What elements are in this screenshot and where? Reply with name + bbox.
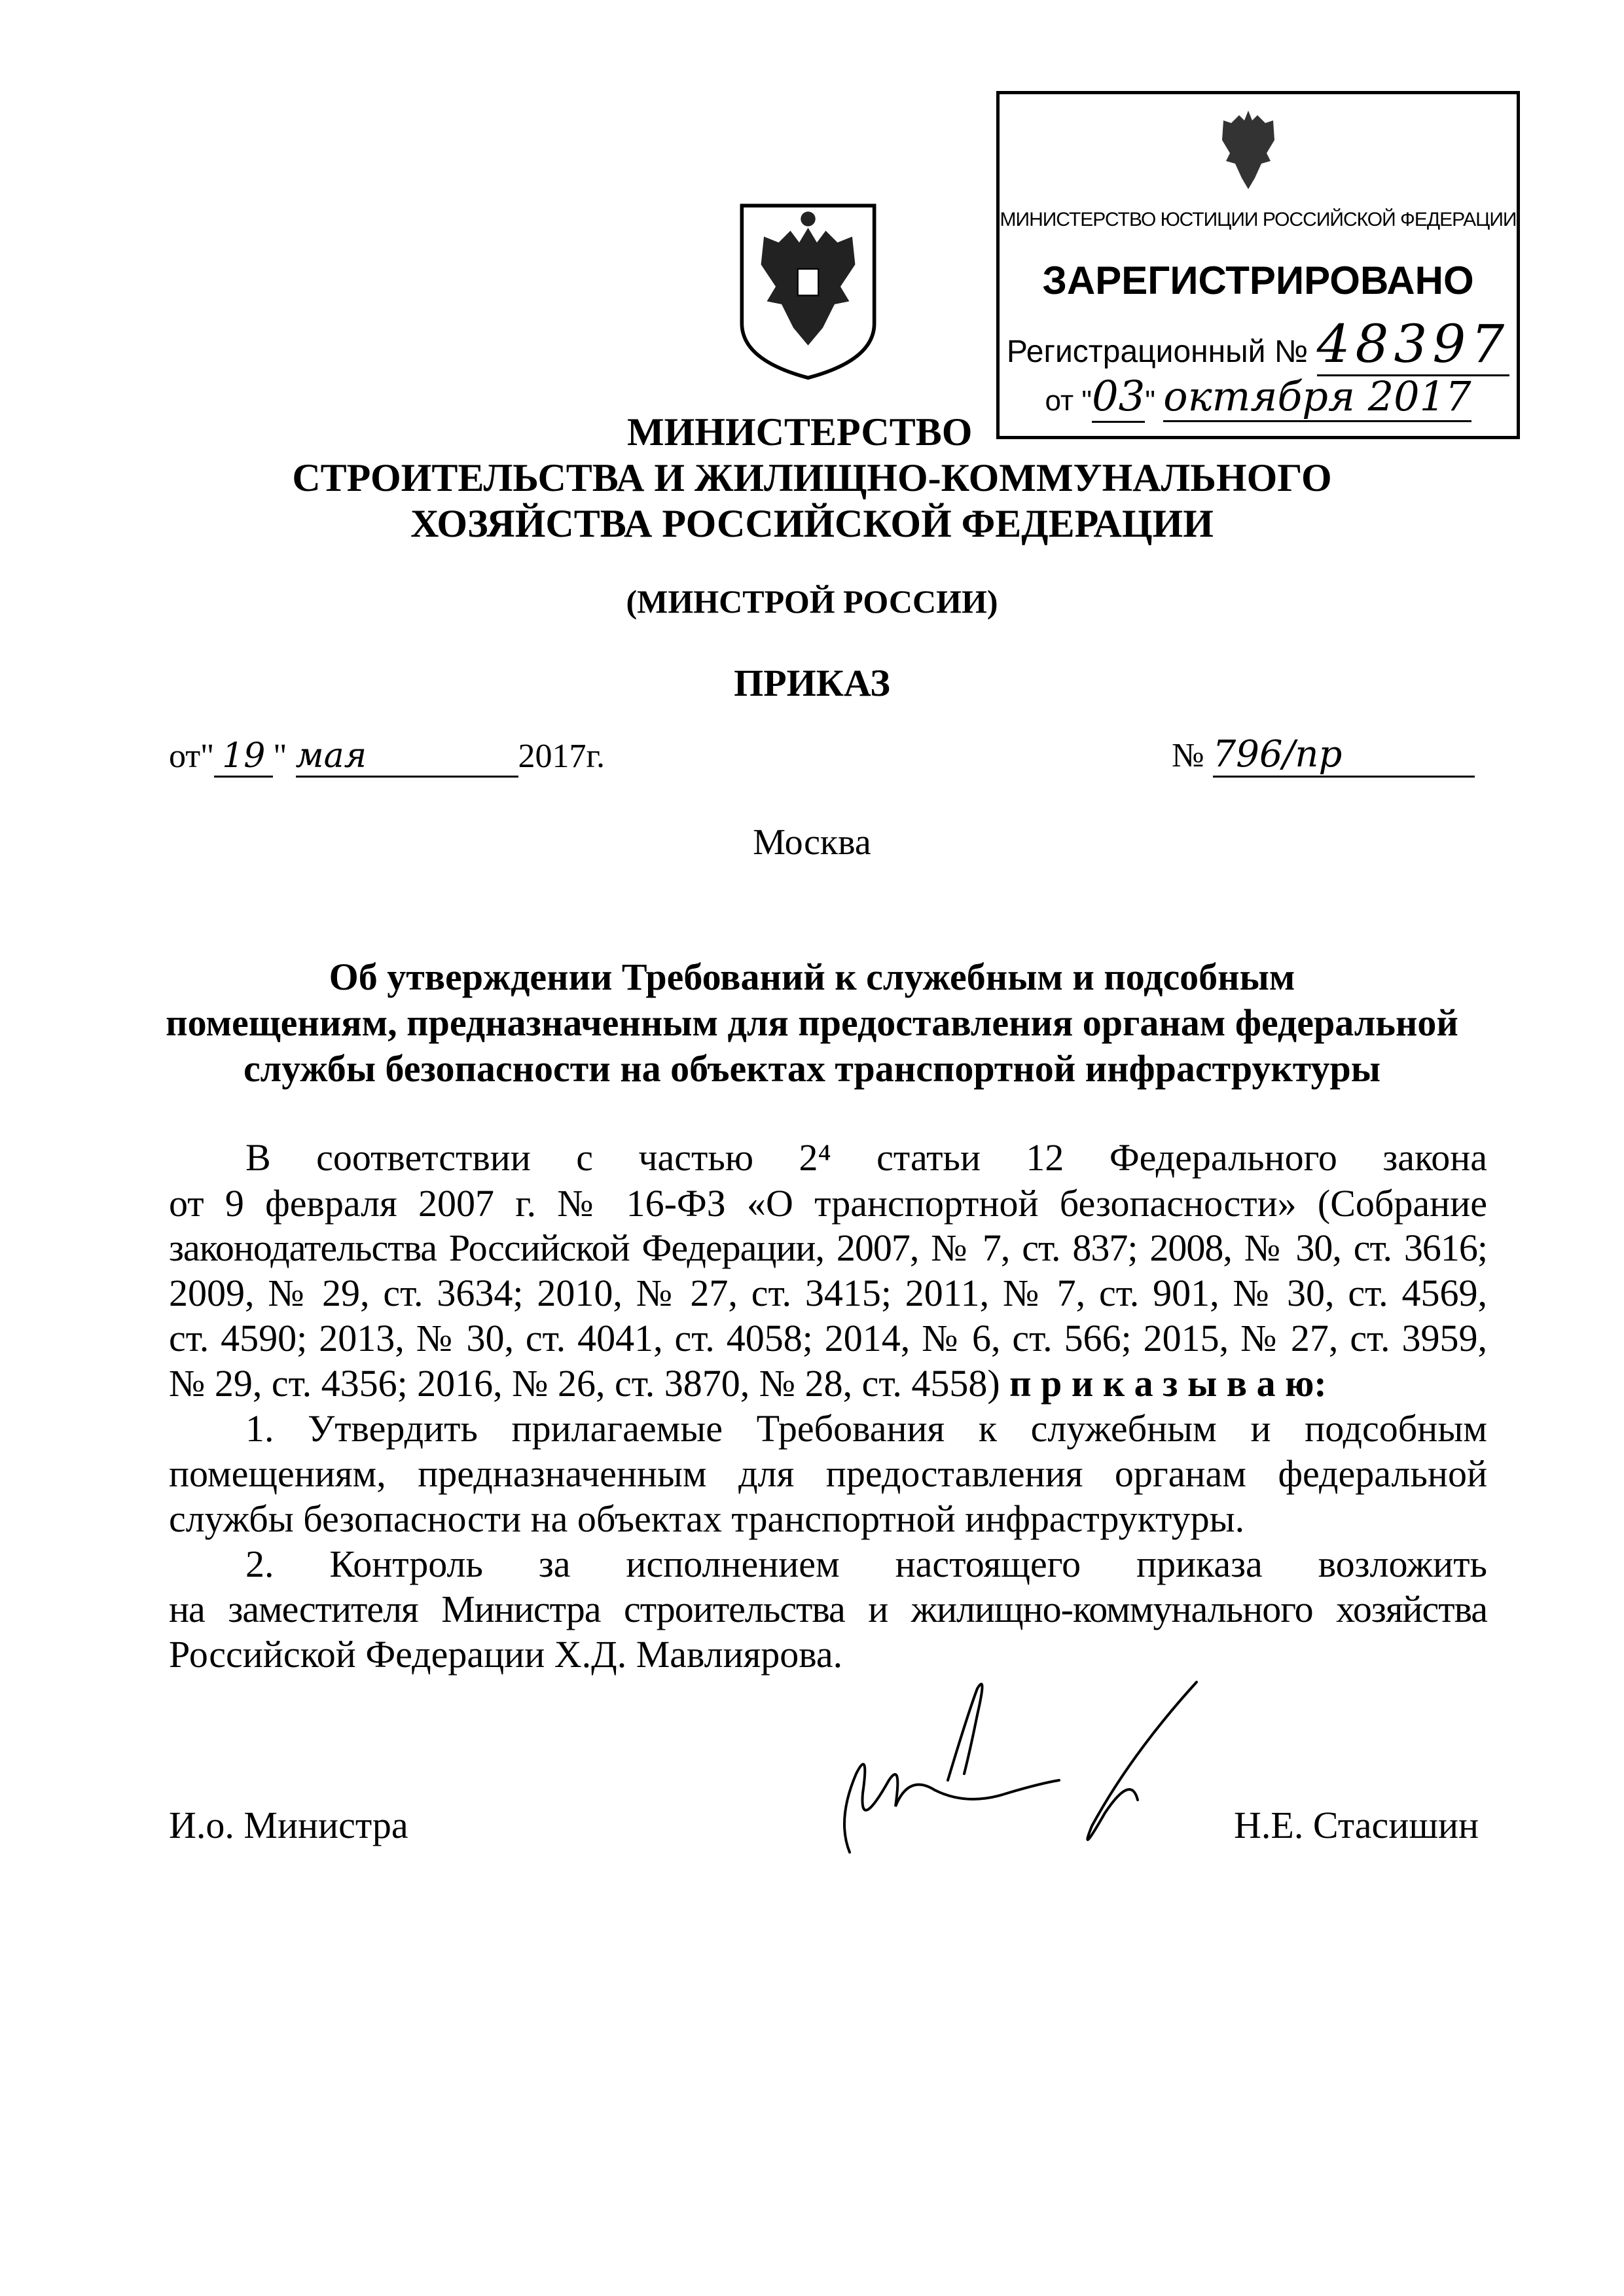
ministry-abbr: (МИНСТРОЙ РОССИИ) bbox=[626, 583, 998, 620]
ministry-title-line3: ХОЗЯЙСТВА РОССИЙСКОЙ ФЕДЕРАЦИИ bbox=[410, 502, 1214, 545]
command-word: п р и к а з ы в а ю: bbox=[1009, 1362, 1327, 1405]
stamp-reg-number-row bbox=[1000, 314, 1517, 376]
signatory-name: Н.Е. Стасишин bbox=[1234, 1804, 1479, 1846]
body-line: службы безопасности на объектах транспортной инфраструктуры. bbox=[169, 1498, 1245, 1540]
body-line bbox=[169, 1361, 1487, 1405]
order-year: 2017г. bbox=[518, 738, 605, 775]
body-line: 1. Утвердить прилагаемые Требования к служебным и подсобным bbox=[245, 1407, 1487, 1450]
stamp-date-prefix: от " bbox=[1045, 385, 1092, 417]
ministry-title-line2: СТРОИТЕЛЬСТВА И ЖИЛИЩНО-КОММУНАЛЬНОГО bbox=[292, 456, 1332, 499]
body-line: Российской Федерации Х.Д. Мавлиярова. bbox=[169, 1633, 843, 1676]
quote: " bbox=[273, 738, 287, 775]
body-line: 2. Контроль за исполнением настоящего приказа возложить bbox=[245, 1543, 1487, 1585]
order-month: мая bbox=[296, 736, 518, 778]
body-line: 2009, № 29, ст. 3634; 2010, № 27, ст. 3415; 2011, № 7, ст. 901, № 30, ст. 4569, bbox=[169, 1272, 1487, 1314]
stamp-date-day: 03 bbox=[1092, 372, 1145, 423]
order-title-line2: помещениям, предназначенным для предоставления органам федеральной bbox=[166, 1001, 1458, 1044]
stamp-emblem-icon bbox=[1216, 107, 1281, 199]
ministry-title-line1: МИНИСТЕРСТВО bbox=[627, 410, 973, 454]
order-number-value: 796/пр bbox=[1213, 733, 1475, 778]
stamp-registered: ЗАРЕГИСТРИРОВАНО bbox=[1042, 259, 1474, 302]
body-line: ст. 4590; 2013, № 30, ст. 4041, ст. 4058; 2014, № 6, ст. 566; 2015, № 27, ст. 3959, bbox=[169, 1317, 1487, 1359]
body-line: законодательства Российской Федерации, 2007, № 7, ст. 837; 2008, № 30, ст. 3616; bbox=[169, 1227, 1487, 1269]
coat-of-arms-emblem bbox=[734, 198, 882, 382]
date-from-label: от bbox=[169, 738, 201, 775]
body-text: № 29, ст. 4356; 2016, № 26, ст. 3870, № 28, ст. 4558) bbox=[169, 1362, 1000, 1405]
stamp-reg-label: Регистрационный № bbox=[1006, 334, 1308, 369]
order-number bbox=[1172, 733, 1475, 778]
order-title-line3: службы безопасности на объектах транспортной инфраструктуры bbox=[243, 1047, 1381, 1090]
body-line: В соответствии с частью 2⁴ статьи 12 Федерального закона bbox=[245, 1136, 1487, 1179]
order-date bbox=[169, 736, 605, 778]
city: Москва bbox=[753, 822, 871, 863]
body-line: от 9 февраля 2007 г. № 16-ФЗ «О транспортной безопасности» (Собрание bbox=[169, 1182, 1487, 1225]
handwritten-signature bbox=[830, 1676, 1223, 1865]
body-line: помещениям, предназначенным для предоставления органам федеральной bbox=[169, 1452, 1487, 1495]
document-type: ПРИКАЗ bbox=[734, 662, 890, 704]
order-day: 19 bbox=[214, 736, 273, 778]
number-label: № bbox=[1172, 737, 1204, 774]
stamp-date-month-year: октября 2017 bbox=[1163, 372, 1471, 422]
stamp-reg-number: 48397 bbox=[1317, 314, 1510, 376]
signatory-position: И.о. Министра bbox=[169, 1804, 408, 1846]
order-title-line1: Об утверждении Требований к служебным и подсобным bbox=[329, 956, 1295, 998]
stamp-date-quote: " bbox=[1145, 385, 1156, 417]
registration-stamp bbox=[996, 91, 1520, 439]
stamp-date-row bbox=[1000, 372, 1517, 423]
quote: " bbox=[200, 738, 215, 775]
stamp-ministry: МИНИСТЕРСТВО ЮСТИЦИИ РОССИЙСКОЙ ФЕДЕРАЦИИ bbox=[1000, 209, 1517, 230]
body-line: на заместителя Министра строительства и жилищно-коммунального хозяйства bbox=[169, 1588, 1487, 1630]
